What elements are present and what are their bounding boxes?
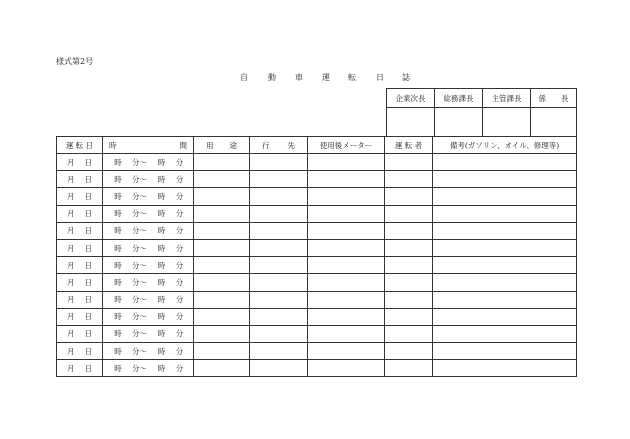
destination-cell[interactable]	[250, 171, 308, 188]
minute-end-label: 分	[175, 312, 184, 322]
hour-start-label: 時	[114, 260, 122, 270]
hour-start-label: 時	[114, 157, 122, 167]
header-driving-day: 運 転 日	[57, 137, 103, 154]
month-label: 月	[67, 277, 75, 287]
meter-cell[interactable]	[308, 360, 385, 377]
remarks-cell[interactable]	[433, 325, 577, 342]
remarks-cell[interactable]	[433, 257, 577, 274]
meter-cell[interactable]	[308, 291, 385, 308]
date-cell[interactable]	[57, 171, 103, 188]
destination-cell[interactable]	[250, 188, 308, 205]
remarks-cell[interactable]	[433, 274, 577, 291]
date-cell[interactable]	[57, 308, 103, 325]
month-label: 月	[67, 312, 75, 322]
hour-end-label: 時	[157, 329, 166, 339]
time-cell[interactable]	[103, 222, 194, 239]
driver-cell[interactable]	[385, 154, 433, 171]
destination-cell[interactable]	[250, 205, 308, 222]
minute-start-label: 分～	[132, 363, 147, 373]
meter-cell[interactable]	[308, 239, 385, 256]
minute-start-label: 分～	[132, 191, 147, 201]
day-label: 日	[84, 243, 92, 253]
destination-cell[interactable]	[250, 222, 308, 239]
minute-start-label: 分～	[132, 174, 147, 184]
approval-stamp-cell[interactable]	[483, 108, 531, 137]
driver-cell[interactable]	[385, 205, 433, 222]
hour-start-label: 時	[114, 191, 122, 201]
day-label: 日	[84, 209, 92, 219]
minute-end-label: 分	[175, 277, 184, 287]
purpose-cell[interactable]	[194, 291, 250, 308]
time-cell[interactable]	[103, 308, 194, 325]
date-cell[interactable]	[57, 360, 103, 377]
minute-end-label: 分	[175, 174, 184, 184]
log-row	[57, 325, 577, 342]
remarks-cell[interactable]	[433, 239, 577, 256]
approval-stamp-box	[386, 88, 577, 137]
hour-end-label: 時	[157, 226, 166, 236]
time-cell[interactable]	[103, 171, 194, 188]
purpose-cell[interactable]	[194, 188, 250, 205]
driver-cell[interactable]	[385, 343, 433, 360]
driver-cell[interactable]	[385, 325, 433, 342]
month-label: 月	[67, 226, 75, 236]
remarks-cell[interactable]	[433, 308, 577, 325]
header-meter-after-use: 使用後メーター	[308, 137, 385, 154]
remarks-cell[interactable]	[433, 291, 577, 308]
date-cell[interactable]	[57, 257, 103, 274]
title-char: 誌	[402, 73, 410, 82]
month-label: 月	[67, 346, 75, 356]
month-label: 月	[67, 363, 75, 373]
day-label: 日	[84, 191, 92, 201]
time-cell[interactable]	[103, 291, 194, 308]
time-cell[interactable]	[103, 205, 194, 222]
approval-stamp-cell[interactable]	[531, 108, 577, 137]
date-cell[interactable]	[57, 205, 103, 222]
date-cell[interactable]	[57, 154, 103, 171]
time-cell[interactable]	[103, 343, 194, 360]
title-char: 運	[322, 73, 330, 82]
destination-cell[interactable]	[250, 360, 308, 377]
hour-start-label: 時	[114, 243, 122, 253]
purpose-cell[interactable]	[194, 205, 250, 222]
driver-cell[interactable]	[385, 171, 433, 188]
log-row	[57, 360, 577, 377]
purpose-cell[interactable]	[194, 343, 250, 360]
hour-end-label: 時	[157, 363, 166, 373]
hour-end-label: 時	[157, 260, 166, 270]
purpose-cell[interactable]	[194, 274, 250, 291]
remarks-cell[interactable]	[433, 222, 577, 239]
hour-start-label: 時	[114, 277, 122, 287]
purpose-cell[interactable]	[194, 325, 250, 342]
approval-stamp-cell[interactable]	[387, 108, 435, 137]
day-label: 日	[84, 157, 92, 167]
month-label: 月	[67, 243, 75, 253]
hour-end-label: 時	[157, 243, 166, 253]
destination-cell[interactable]	[250, 325, 308, 342]
meter-cell[interactable]	[308, 171, 385, 188]
log-row	[57, 274, 577, 291]
month-label: 月	[67, 329, 75, 339]
hour-start-label: 時	[114, 312, 122, 322]
hour-end-label: 時	[157, 312, 166, 322]
minute-end-label: 分	[175, 260, 184, 270]
minute-end-label: 分	[175, 191, 184, 201]
purpose-cell[interactable]	[194, 154, 250, 171]
log-row	[57, 239, 577, 256]
day-label: 日	[84, 363, 92, 373]
minute-end-label: 分	[175, 295, 184, 305]
title-char: 自	[240, 73, 248, 82]
time-cell[interactable]	[103, 325, 194, 342]
log-row	[57, 205, 577, 222]
log-row	[57, 222, 577, 239]
minute-start-label: 分～	[132, 226, 147, 236]
driving-log-table	[56, 136, 577, 377]
header-purpose: 用 途	[194, 137, 250, 154]
log-row	[57, 171, 577, 188]
destination-cell[interactable]	[250, 291, 308, 308]
time-cell[interactable]	[103, 188, 194, 205]
destination-cell[interactable]	[250, 154, 308, 171]
log-row	[57, 291, 577, 308]
log-row	[57, 154, 577, 171]
minute-start-label: 分～	[132, 260, 147, 270]
hour-start-label: 時	[114, 363, 122, 373]
hour-end-label: 時	[157, 157, 166, 167]
day-label: 日	[84, 295, 92, 305]
log-row	[57, 343, 577, 360]
date-cell[interactable]	[57, 291, 103, 308]
minute-end-label: 分	[175, 346, 184, 356]
header-remarks: 備考(ガソリン、オイル、修理等)	[433, 137, 577, 154]
purpose-cell[interactable]	[194, 308, 250, 325]
log-row	[57, 188, 577, 205]
remarks-cell[interactable]	[433, 171, 577, 188]
remarks-cell[interactable]	[433, 360, 577, 377]
meter-cell[interactable]	[308, 325, 385, 342]
driver-cell[interactable]	[385, 257, 433, 274]
purpose-cell[interactable]	[194, 222, 250, 239]
meter-cell[interactable]	[308, 343, 385, 360]
minute-end-label: 分	[175, 209, 184, 219]
time-cell[interactable]	[103, 257, 194, 274]
hour-end-label: 時	[157, 191, 166, 201]
destination-cell[interactable]	[250, 257, 308, 274]
remarks-cell[interactable]	[433, 205, 577, 222]
day-label: 日	[84, 174, 92, 184]
approval-stamp-cell[interactable]	[435, 108, 483, 137]
title-char: 動	[268, 73, 276, 82]
time-cell[interactable]	[103, 154, 194, 171]
form-number: 様式第2号	[56, 57, 94, 66]
minute-end-label: 分	[175, 329, 184, 339]
driver-cell[interactable]	[385, 360, 433, 377]
hour-end-label: 時	[157, 346, 166, 356]
log-row	[57, 257, 577, 274]
meter-cell[interactable]	[308, 308, 385, 325]
minute-end-label: 分	[175, 226, 184, 236]
minute-start-label: 分～	[132, 346, 147, 356]
minute-end-label: 分	[175, 243, 184, 253]
hour-end-label: 時	[157, 209, 166, 219]
header-time: 時 間	[103, 137, 194, 154]
hour-start-label: 時	[114, 174, 122, 184]
purpose-cell[interactable]	[194, 171, 250, 188]
day-label: 日	[84, 260, 92, 270]
date-cell[interactable]	[57, 343, 103, 360]
meter-cell[interactable]	[308, 222, 385, 239]
day-label: 日	[84, 346, 92, 356]
time-cell[interactable]	[103, 360, 194, 377]
meter-cell[interactable]	[308, 274, 385, 291]
title-char: 車	[295, 73, 303, 82]
driver-cell[interactable]	[385, 291, 433, 308]
month-label: 月	[67, 260, 75, 270]
meter-cell[interactable]	[308, 257, 385, 274]
purpose-cell[interactable]	[194, 360, 250, 377]
minute-start-label: 分～	[132, 329, 147, 339]
meter-cell[interactable]	[308, 205, 385, 222]
minute-start-label: 分～	[132, 312, 147, 322]
destination-cell[interactable]	[250, 239, 308, 256]
purpose-cell[interactable]	[194, 257, 250, 274]
minute-start-label: 分～	[132, 243, 147, 253]
approval-header-subsection-chief: 係 長	[531, 89, 577, 108]
month-label: 月	[67, 295, 75, 305]
date-cell[interactable]	[57, 325, 103, 342]
driver-cell[interactable]	[385, 188, 433, 205]
month-label: 月	[67, 209, 75, 219]
day-label: 日	[84, 277, 92, 287]
log-row	[57, 308, 577, 325]
minute-start-label: 分～	[132, 209, 147, 219]
day-label: 日	[84, 226, 92, 236]
minute-start-label: 分～	[132, 277, 147, 287]
driver-cell[interactable]	[385, 308, 433, 325]
remarks-cell[interactable]	[433, 154, 577, 171]
month-label: 月	[67, 191, 75, 201]
driver-cell[interactable]	[385, 239, 433, 256]
destination-cell[interactable]	[250, 274, 308, 291]
minute-start-label: 分～	[132, 157, 147, 167]
month-label: 月	[67, 157, 75, 167]
remarks-cell[interactable]	[433, 188, 577, 205]
date-cell[interactable]	[57, 222, 103, 239]
date-cell[interactable]	[57, 274, 103, 291]
approval-header-general-affairs-chief: 総務課長	[435, 89, 483, 108]
meter-cell[interactable]	[308, 188, 385, 205]
destination-cell[interactable]	[250, 343, 308, 360]
hour-end-label: 時	[157, 277, 166, 287]
day-label: 日	[84, 312, 92, 322]
driver-cell[interactable]	[385, 274, 433, 291]
approval-header-vice-director: 企業次長	[387, 89, 435, 108]
date-cell[interactable]	[57, 239, 103, 256]
hour-start-label: 時	[114, 209, 122, 219]
remarks-cell[interactable]	[433, 343, 577, 360]
title-char: 日	[376, 73, 384, 82]
day-label: 日	[84, 329, 92, 339]
hour-start-label: 時	[114, 346, 122, 356]
title-char: 転	[348, 73, 356, 82]
minute-end-label: 分	[175, 363, 184, 373]
document-title	[210, 72, 410, 84]
hour-start-label: 時	[114, 295, 122, 305]
destination-cell[interactable]	[250, 308, 308, 325]
driver-cell[interactable]	[385, 222, 433, 239]
minute-end-label: 分	[175, 157, 184, 167]
hour-start-label: 時	[114, 226, 122, 236]
hour-start-label: 時	[114, 329, 122, 339]
time-cell[interactable]	[103, 239, 194, 256]
hour-end-label: 時	[157, 295, 166, 305]
minute-start-label: 分～	[132, 295, 147, 305]
month-label: 月	[67, 174, 75, 184]
meter-cell[interactable]	[308, 154, 385, 171]
date-cell[interactable]	[57, 188, 103, 205]
time-cell[interactable]	[103, 274, 194, 291]
purpose-cell[interactable]	[194, 239, 250, 256]
approval-header-managing-chief: 主管課長	[483, 89, 531, 108]
header-driver: 運 転 者	[385, 137, 433, 154]
hour-end-label: 時	[157, 174, 166, 184]
header-destination: 行 先	[250, 137, 308, 154]
